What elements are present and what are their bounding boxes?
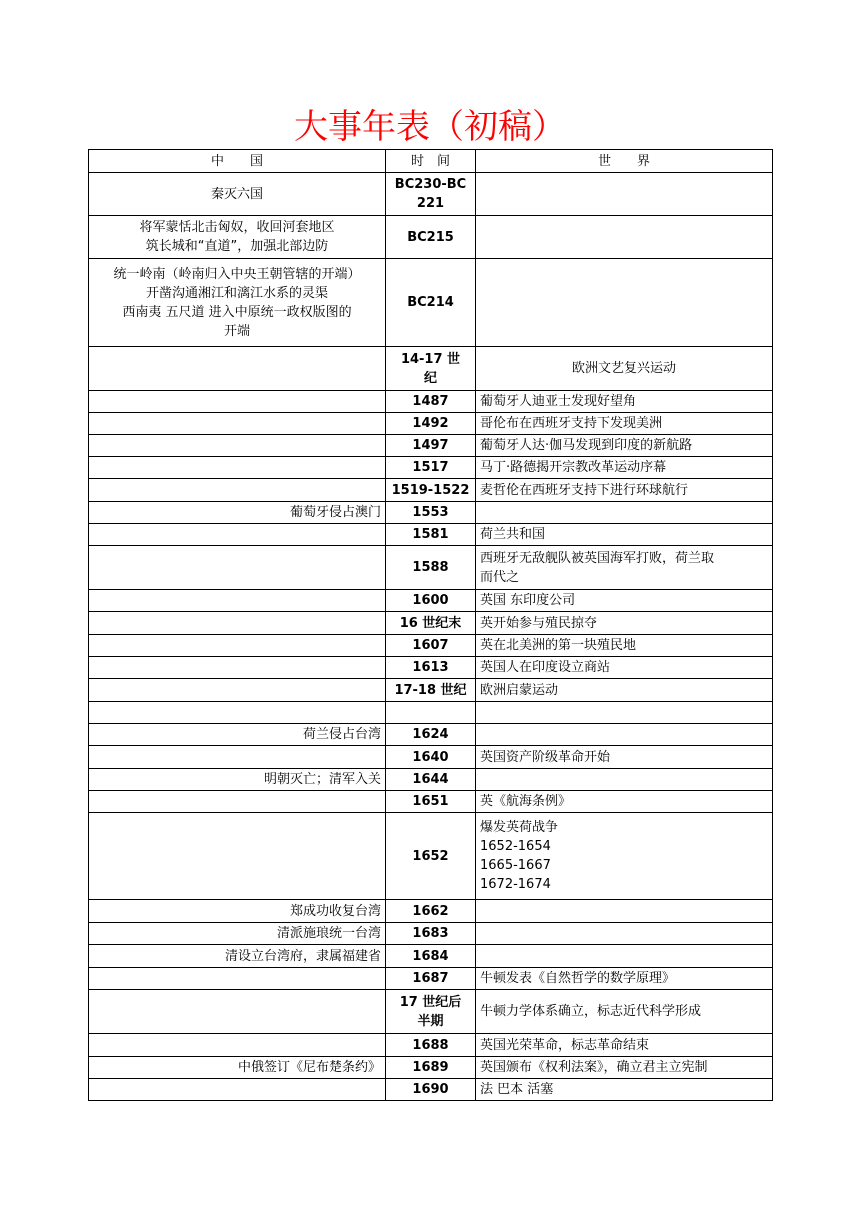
time-cell: 1497 xyxy=(386,435,476,457)
time-cell: 1662 xyxy=(386,900,476,923)
time-cell: BC214 xyxy=(386,259,476,347)
world-event-cell: 牛顿发表《自然哲学的数学原理》 xyxy=(476,968,773,990)
time-cell: 17 世纪后 半期 xyxy=(386,990,476,1034)
world-event-cell: 葡萄牙人迪亚士发现好望角 xyxy=(476,391,773,413)
world-event-cell xyxy=(476,702,773,724)
world-event-cell xyxy=(476,173,773,216)
china-event-cell xyxy=(89,990,386,1034)
table-row xyxy=(89,968,773,990)
table-row xyxy=(89,173,773,216)
time-cell: 1683 xyxy=(386,923,476,945)
world-event-cell: 哥伦布在西班牙支持下发现美洲 xyxy=(476,413,773,435)
china-event-cell: 将军蒙恬北击匈奴，收回河套地区 筑长城和“直道”，加强北部边防 xyxy=(89,216,386,259)
time-cell: 1519-1522 xyxy=(386,479,476,502)
world-event-cell: 英在北美洲的第一块殖民地 xyxy=(476,635,773,657)
time-cell: 1688 xyxy=(386,1034,476,1057)
world-event-cell: 欧洲文艺复兴运动 xyxy=(476,347,773,391)
world-event-cell: 爆发英荷战争 1652-1654 1665-1667 1672-1674 xyxy=(476,813,773,900)
world-event-cell: 英国 东印度公司 xyxy=(476,590,773,612)
world-event-cell: 西班牙无敌舰队被英国海军打败，荷兰取 而代之 xyxy=(476,546,773,590)
china-event-cell xyxy=(89,479,386,502)
table-row xyxy=(89,769,773,791)
table-row xyxy=(89,1034,773,1057)
table-row xyxy=(89,945,773,968)
world-event-cell: 荷兰共和国 xyxy=(476,524,773,546)
time-cell: 1553 xyxy=(386,502,476,524)
world-event-cell xyxy=(476,724,773,746)
time-cell: 1517 xyxy=(386,457,476,479)
table-row xyxy=(89,635,773,657)
table-row xyxy=(89,679,773,702)
china-event-cell: 葡萄牙侵占澳门 xyxy=(89,502,386,524)
china-event-cell xyxy=(89,702,386,724)
china-event-cell: 清派施琅统一台湾 xyxy=(89,923,386,945)
header-time: 时 间 xyxy=(386,150,476,173)
table-row xyxy=(89,1057,773,1079)
china-event-cell: 统一岭南（岭南归入中央王朝管辖的开端） 开凿沟通湘江和漓江水系的灵渠 西南夷 五尺道 进入中原统一政权版图的 开端 xyxy=(89,259,386,347)
china-event-cell xyxy=(89,657,386,679)
world-event-cell: 马丁·路德揭开宗教改革运动序幕 xyxy=(476,457,773,479)
china-event-cell xyxy=(89,413,386,435)
world-event-cell: 英开始参与殖民掠夺 xyxy=(476,612,773,635)
table-row xyxy=(89,746,773,769)
world-event-cell xyxy=(476,923,773,945)
table-row xyxy=(89,524,773,546)
china-event-cell: 明朝灭亡；清军入关 xyxy=(89,769,386,791)
table-row xyxy=(89,546,773,590)
table-row xyxy=(89,391,773,413)
table-row xyxy=(89,612,773,635)
world-event-cell: 葡萄牙人达·伽马发现到印度的新航路 xyxy=(476,435,773,457)
table-row xyxy=(89,791,773,813)
time-cell: 1652 xyxy=(386,813,476,900)
world-event-cell: 英国人在印度设立商站 xyxy=(476,657,773,679)
world-event-cell: 法 巴本 活塞 xyxy=(476,1079,773,1101)
world-event-cell xyxy=(476,502,773,524)
china-event-cell: 清设立台湾府，隶属福建省 xyxy=(89,945,386,968)
world-event-cell xyxy=(476,769,773,791)
table-row xyxy=(89,923,773,945)
header-china: 中 国 xyxy=(89,150,386,173)
china-event-cell: 秦灭六国 xyxy=(89,173,386,216)
china-event-cell xyxy=(89,746,386,769)
time-cell: BC230-BC 221 xyxy=(386,173,476,216)
china-event-cell xyxy=(89,347,386,391)
world-event-cell: 欧洲启蒙运动 xyxy=(476,679,773,702)
time-cell: 14-17 世 纪 xyxy=(386,347,476,391)
table-row xyxy=(89,413,773,435)
time-cell: 1689 xyxy=(386,1057,476,1079)
china-event-cell xyxy=(89,791,386,813)
table-row xyxy=(89,457,773,479)
time-cell: 1690 xyxy=(386,1079,476,1101)
table-row xyxy=(89,502,773,524)
time-cell: 1687 xyxy=(386,968,476,990)
table-row xyxy=(89,259,773,347)
time-cell: 1624 xyxy=(386,724,476,746)
world-event-cell: 英国资产阶级革命开始 xyxy=(476,746,773,769)
header-world: 世 界 xyxy=(476,150,773,173)
time-cell: 1588 xyxy=(386,546,476,590)
header-row xyxy=(89,150,773,173)
table-row xyxy=(89,724,773,746)
time-cell: 1651 xyxy=(386,791,476,813)
page-title: 大事年表（初稿） xyxy=(294,107,566,147)
time-cell: 1607 xyxy=(386,635,476,657)
table-row xyxy=(89,702,773,724)
time-cell xyxy=(386,702,476,724)
time-cell: 17-18 世纪 xyxy=(386,679,476,702)
china-event-cell xyxy=(89,590,386,612)
china-event-cell xyxy=(89,435,386,457)
china-event-cell xyxy=(89,457,386,479)
table-row xyxy=(89,900,773,923)
china-event-cell xyxy=(89,679,386,702)
china-event-cell xyxy=(89,546,386,590)
table-row xyxy=(89,347,773,391)
table-row xyxy=(89,590,773,612)
world-event-cell: 英国颁布《权利法案》，确立君主立宪制 xyxy=(476,1057,773,1079)
table-row xyxy=(89,1079,773,1101)
world-event-cell: 英国光荣革命，标志革命结束 xyxy=(476,1034,773,1057)
china-event-cell: 荷兰侵占台湾 xyxy=(89,724,386,746)
time-cell: 1492 xyxy=(386,413,476,435)
world-event-cell: 牛顿力学体系确立，标志近代科学形成 xyxy=(476,990,773,1034)
china-event-cell xyxy=(89,635,386,657)
table-row xyxy=(89,657,773,679)
china-event-cell xyxy=(89,1079,386,1101)
china-event-cell: 郑成功收复台湾 xyxy=(89,900,386,923)
table-row xyxy=(89,479,773,502)
table-row xyxy=(89,216,773,259)
china-event-cell xyxy=(89,968,386,990)
china-event-cell xyxy=(89,813,386,900)
table-row xyxy=(89,990,773,1034)
world-event-cell: 麦哲伦在西班牙支持下进行环球航行 xyxy=(476,479,773,502)
time-cell: 1644 xyxy=(386,769,476,791)
time-cell: 1684 xyxy=(386,945,476,968)
chronology-table xyxy=(88,149,773,1101)
time-cell: 1600 xyxy=(386,590,476,612)
table-row xyxy=(89,435,773,457)
time-cell: 1613 xyxy=(386,657,476,679)
world-event-cell xyxy=(476,216,773,259)
china-event-cell: 中俄签订《尼布楚条约》 xyxy=(89,1057,386,1079)
china-event-cell xyxy=(89,524,386,546)
world-event-cell xyxy=(476,945,773,968)
time-cell: 16 世纪末 xyxy=(386,612,476,635)
world-event-cell xyxy=(476,900,773,923)
china-event-cell xyxy=(89,1034,386,1057)
time-cell: BC215 xyxy=(386,216,476,259)
time-cell: 1581 xyxy=(386,524,476,546)
time-cell: 1640 xyxy=(386,746,476,769)
world-event-cell xyxy=(476,259,773,347)
time-cell: 1487 xyxy=(386,391,476,413)
table-row xyxy=(89,813,773,900)
china-event-cell xyxy=(89,391,386,413)
world-event-cell: 英《航海条例》 xyxy=(476,791,773,813)
china-event-cell xyxy=(89,612,386,635)
